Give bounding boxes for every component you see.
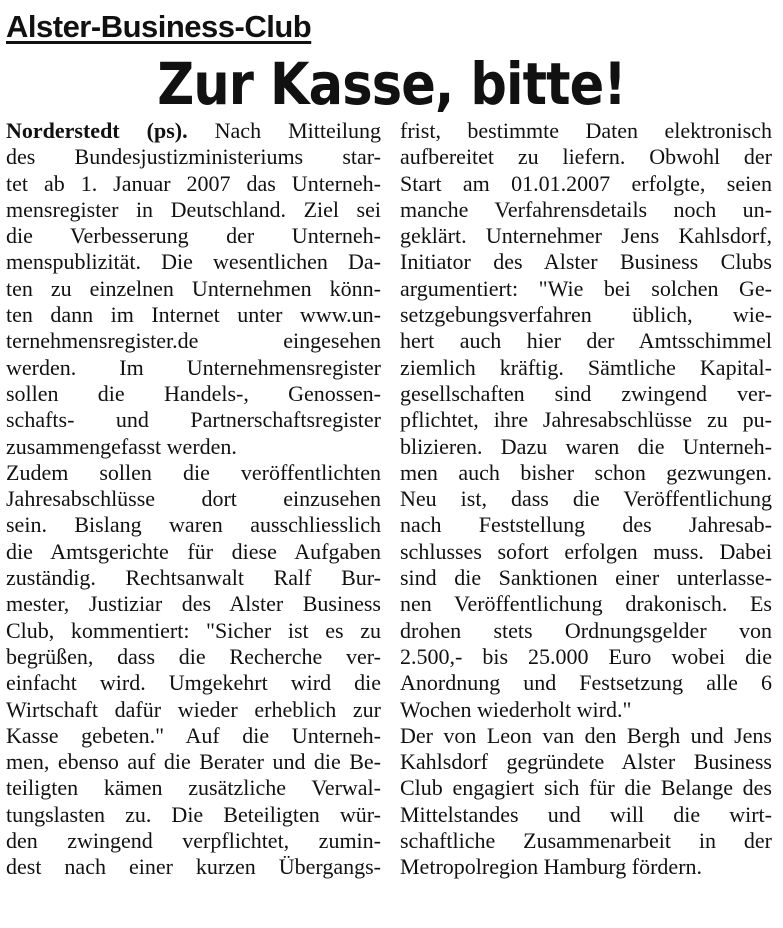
body-line: men auch bisher schon gezwungen. — [400, 459, 772, 485]
body-line: mester, Justiziar des Alster Business — [6, 591, 381, 617]
body-line: ten dann im Internet unter www.un- — [6, 302, 381, 328]
article-kicker: Alster-Business-Club — [6, 9, 312, 44]
body-line: teiligten kämen zusätzliche Verwal- — [6, 775, 381, 801]
body-line: die Amtsgerichte für diese Aufgaben — [6, 538, 381, 564]
article-column-right — [400, 118, 772, 881]
body-line: men, ebenso auf die Berater und die Be- — [6, 749, 381, 775]
body-line: dest nach einer kurzen Übergangs- — [6, 854, 381, 880]
body-line: frist, bestimmte Daten elektronisch — [400, 118, 772, 143]
body-line: pflichtet, ihre Jahresabschlüsse zu pu- — [400, 407, 772, 433]
body-line: aufbereitet zu liefern. Obwohl der — [400, 144, 772, 170]
body-line: begrüßen, dass die Recherche ver- — [6, 643, 381, 669]
body-line: Metropolregion Hamburg fördern. — [400, 854, 703, 880]
body-line: gesellschaften sind zwingend ver- — [400, 380, 772, 406]
body-line: sollen die Handels-, Genossen- — [6, 380, 381, 406]
body-line: tungslasten zu. Die Beteiligten wür- — [6, 801, 381, 827]
body-line: nach Feststellung des Jahresab- — [400, 512, 772, 538]
body-line — [6, 118, 381, 144]
body-text: Nach Mitteilung — [187, 118, 381, 143]
body-line: schafts- und Partnerschaftsregister — [6, 407, 381, 433]
body-line: den zwingend verpflichtet, zumin- — [6, 828, 381, 854]
body-line: Club engagiert sich für die Belange des — [400, 775, 772, 801]
body-line: manche Verfahrensdetails noch un- — [400, 196, 772, 222]
body-line: sind die Sanktionen einer unterlasse- — [400, 565, 772, 591]
body-line: schaftliche Zusammenarbeit in der — [400, 828, 772, 854]
body-line: Club, kommentiert: "Sicher ist es zu — [6, 617, 381, 643]
body-line: hert auch hier der Amtsschimmel — [400, 328, 772, 354]
body-line: blizieren. Dazu waren die Unterneh- — [400, 433, 772, 459]
body-line: geklärt. Unternehmer Jens Kahlsdorf, — [400, 223, 772, 249]
body-line: nen Veröffentlichung drakonisch. Es — [400, 591, 772, 617]
body-line: Start am 01.01.2007 erfolgte, seien — [400, 170, 772, 196]
body-line: Mittelstandes und will die wirt- — [400, 801, 772, 827]
body-line: ziemlich kräftig. Sämtliche Kapital- — [400, 354, 772, 380]
body-line: Zudem sollen die veröffentlichten — [6, 459, 381, 485]
body-line: schlusses sofort erfolgen muss. Dabei — [400, 538, 772, 564]
article-column-left — [6, 118, 381, 881]
body-line: menspublizität. Die wesentlichen Da- — [6, 249, 381, 275]
body-line: setzgebungsverfahren üblich, wie- — [400, 302, 772, 328]
body-line: die Verbesserung der Unterneh- — [6, 223, 381, 249]
body-line: drohen stets Ordnungsgelder von — [400, 617, 772, 643]
body-line: zusammengefasst werden. — [6, 433, 237, 459]
body-line: Initiator des Alster Business Clubs — [400, 249, 772, 275]
body-line: Anordnung und Festsetzung alle 6 — [400, 670, 772, 696]
body-line: argumentiert: "Wie bei solchen Ge- — [400, 275, 772, 301]
body-line: Jahresabschlüsse dort einzusehen — [6, 486, 381, 512]
body-line: tet ab 1. Januar 2007 das Unterneh- — [6, 170, 381, 196]
body-line: sein. Bislang waren ausschliesslich — [6, 512, 381, 538]
body-line: ternehmensregister.de eingesehen — [6, 328, 381, 354]
body-line: Wochen wiederholt wird." — [400, 696, 632, 722]
dateline: Norderstedt (ps). — [6, 118, 188, 143]
body-line: ten zu einzelnen Unternehmen könn- — [6, 275, 381, 301]
body-line: einfacht wird. Umgekehrt wird die — [6, 670, 381, 696]
body-line: 2.500,- bis 25.000 Euro wobei die — [400, 643, 772, 669]
body-line: des Bundesjustizministeriums star- — [6, 144, 381, 170]
body-line: Kahlsdorf gegründete Alster Business — [400, 749, 772, 775]
body-line: Wirtschaft dafür wieder erheblich zur — [6, 696, 381, 722]
body-line: werden. Im Unternehmensregister — [6, 354, 381, 380]
body-line: Neu ist, dass die Veröffentlichung — [400, 486, 772, 512]
body-line: zuständig. Rechtsanwalt Ralf Bur- — [6, 565, 381, 591]
body-line: Der von Leon van den Bergh und Jens — [400, 722, 772, 748]
body-line: mensregister in Deutschland. Ziel sei — [6, 196, 381, 222]
article-headline: Zur Kasse, bitte! — [157, 50, 626, 118]
body-line: Kasse gebeten." Auf die Unterneh- — [6, 722, 381, 748]
